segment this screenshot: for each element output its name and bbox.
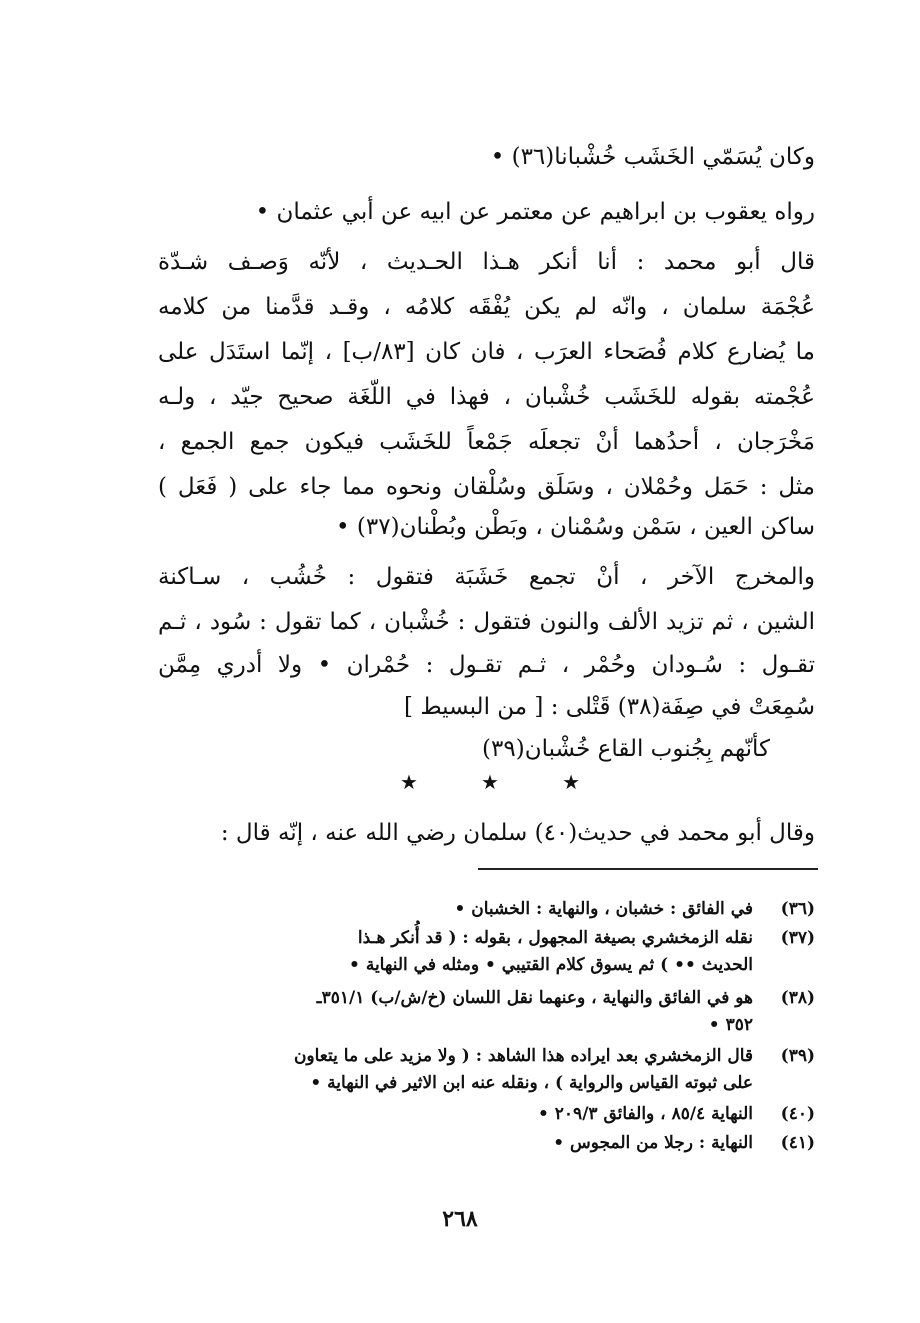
footnote bbox=[160, 1130, 815, 1157]
footnote-number: (٤١) bbox=[780, 1133, 815, 1153]
footnote-text: نقله الزمخشري بصيغة المجهول ، بقوله : ( قد أُنكر هـذا bbox=[357, 928, 753, 948]
footnote-text: ٣٥٢ • bbox=[708, 1015, 753, 1035]
body-line: وقال أبو محمد في حديث(٤٠) سلمان رضي الله عنه ، إنّه قال : bbox=[220, 820, 815, 846]
footnote-divider bbox=[478, 868, 818, 870]
footnote-text: هو في الفائق والنهاية ، وعنهما نقل اللسان (خ/ش/ب) ٣٥١/١ـ bbox=[316, 988, 753, 1008]
body-line: الشين ، ثم تزيد الألف والنون فتقول : خُشْبان ، كما تقول : سُود ، ثـم bbox=[158, 609, 815, 635]
footnote bbox=[160, 1043, 815, 1097]
footnote-number: (٣٩) bbox=[780, 1046, 815, 1066]
page-number: ٢٦٨ bbox=[442, 1206, 478, 1232]
body-line: وكان يُسَمّي الخَشَب خُشْبانا(٣٦) • bbox=[490, 144, 815, 170]
body-line: ساكن العين ، سَمْن وسُمْنان ، وبَطْن وبُطْنان(٣٧) • bbox=[336, 514, 815, 540]
footnote-number: (٣٧) bbox=[780, 928, 815, 948]
footnote-text: النهاية ٨٥/٤ ، والفائق ٢٠٩/٣ • bbox=[538, 1104, 753, 1124]
footnote-text: في الفائق : خشبان ، والنهاية : الخشبان • bbox=[454, 899, 753, 919]
section-separator bbox=[400, 770, 580, 794]
star-ornament: ★ bbox=[481, 770, 499, 794]
footnote bbox=[160, 925, 815, 979]
body-line: قال أبو محمد : أنا أنكر هـذا الحـديث ، لأنّه وَصـف شـدّة bbox=[158, 249, 815, 275]
body-line: عُجْمته بقوله للخَشَب خُشْبان ، فهذا في اللّغَة صحيح جيّد ، ولـه bbox=[158, 384, 815, 410]
star-ornament: ★ bbox=[562, 770, 580, 794]
body-line: مَخْرَجان ، أحدُهما أنْ تجعلَه جَمْعاً للخَشَب فيكون جمع الجمع ، bbox=[158, 429, 815, 455]
body-line: والمخرج الآخر ، أنْ تجمع خَشَبَة فتقول : خُشُب ، سـاكنة bbox=[158, 564, 815, 590]
body-line: عُجْمَة سلمان ، وانّه لم يكن يُفْقَه كلامُه ، وقـد قدَّمنا من كلامه bbox=[158, 294, 815, 320]
footnote-text: قال الزمخشري بعد ايراده هذا الشاهد : ( ولا مزيد على ما يتعاون bbox=[293, 1046, 753, 1066]
body-line: رواه يعقوب بن ابراهيم عن معتمر عن ابيه عن أبي عثمان • bbox=[255, 199, 815, 225]
footnote-number: (٤٠) bbox=[780, 1104, 815, 1124]
body-line: سُمِعَتْ في صِفَة(٣٨) قَتْلى : [ من البسيط ] bbox=[404, 694, 815, 720]
star-ornament: ★ bbox=[400, 770, 418, 794]
footnote bbox=[160, 1101, 815, 1128]
footnote-text: الحديث •• ) ثم يسوق كلام القتيبي • ومثله في النهاية • bbox=[349, 955, 753, 975]
footnote-number: (٣٦) bbox=[780, 899, 815, 919]
body-line: مثل : حَمَل وحُمْلان ، وسَلَق وسُلْقان ونحوه مما جاء على ( فَعَل ) bbox=[158, 474, 815, 500]
footnote-number: (٣٨) bbox=[780, 988, 815, 1008]
footnote bbox=[160, 985, 815, 1039]
footnote-text: على ثبوته القياس والرواية ) ، ونقله عنه ابن الاثير في النهاية • bbox=[310, 1073, 753, 1093]
body-line: ما يُضارع كلام فُصَحاء العرَب ، فان كان [٨٣/ب] ، إنّما استَدَل على bbox=[158, 339, 815, 365]
poetry-verse: كأنّهم بِجُنوب القاع خُشْبان(٣٩) bbox=[482, 736, 770, 762]
body-line: تقـول : سُـودان وحُمْر ، ثـم تقـول : حُمْران • ولا أدري مِمَّن bbox=[158, 652, 815, 678]
footnote bbox=[160, 896, 815, 923]
footnote-text: النهاية : رجلا من المجوس • bbox=[553, 1133, 753, 1153]
